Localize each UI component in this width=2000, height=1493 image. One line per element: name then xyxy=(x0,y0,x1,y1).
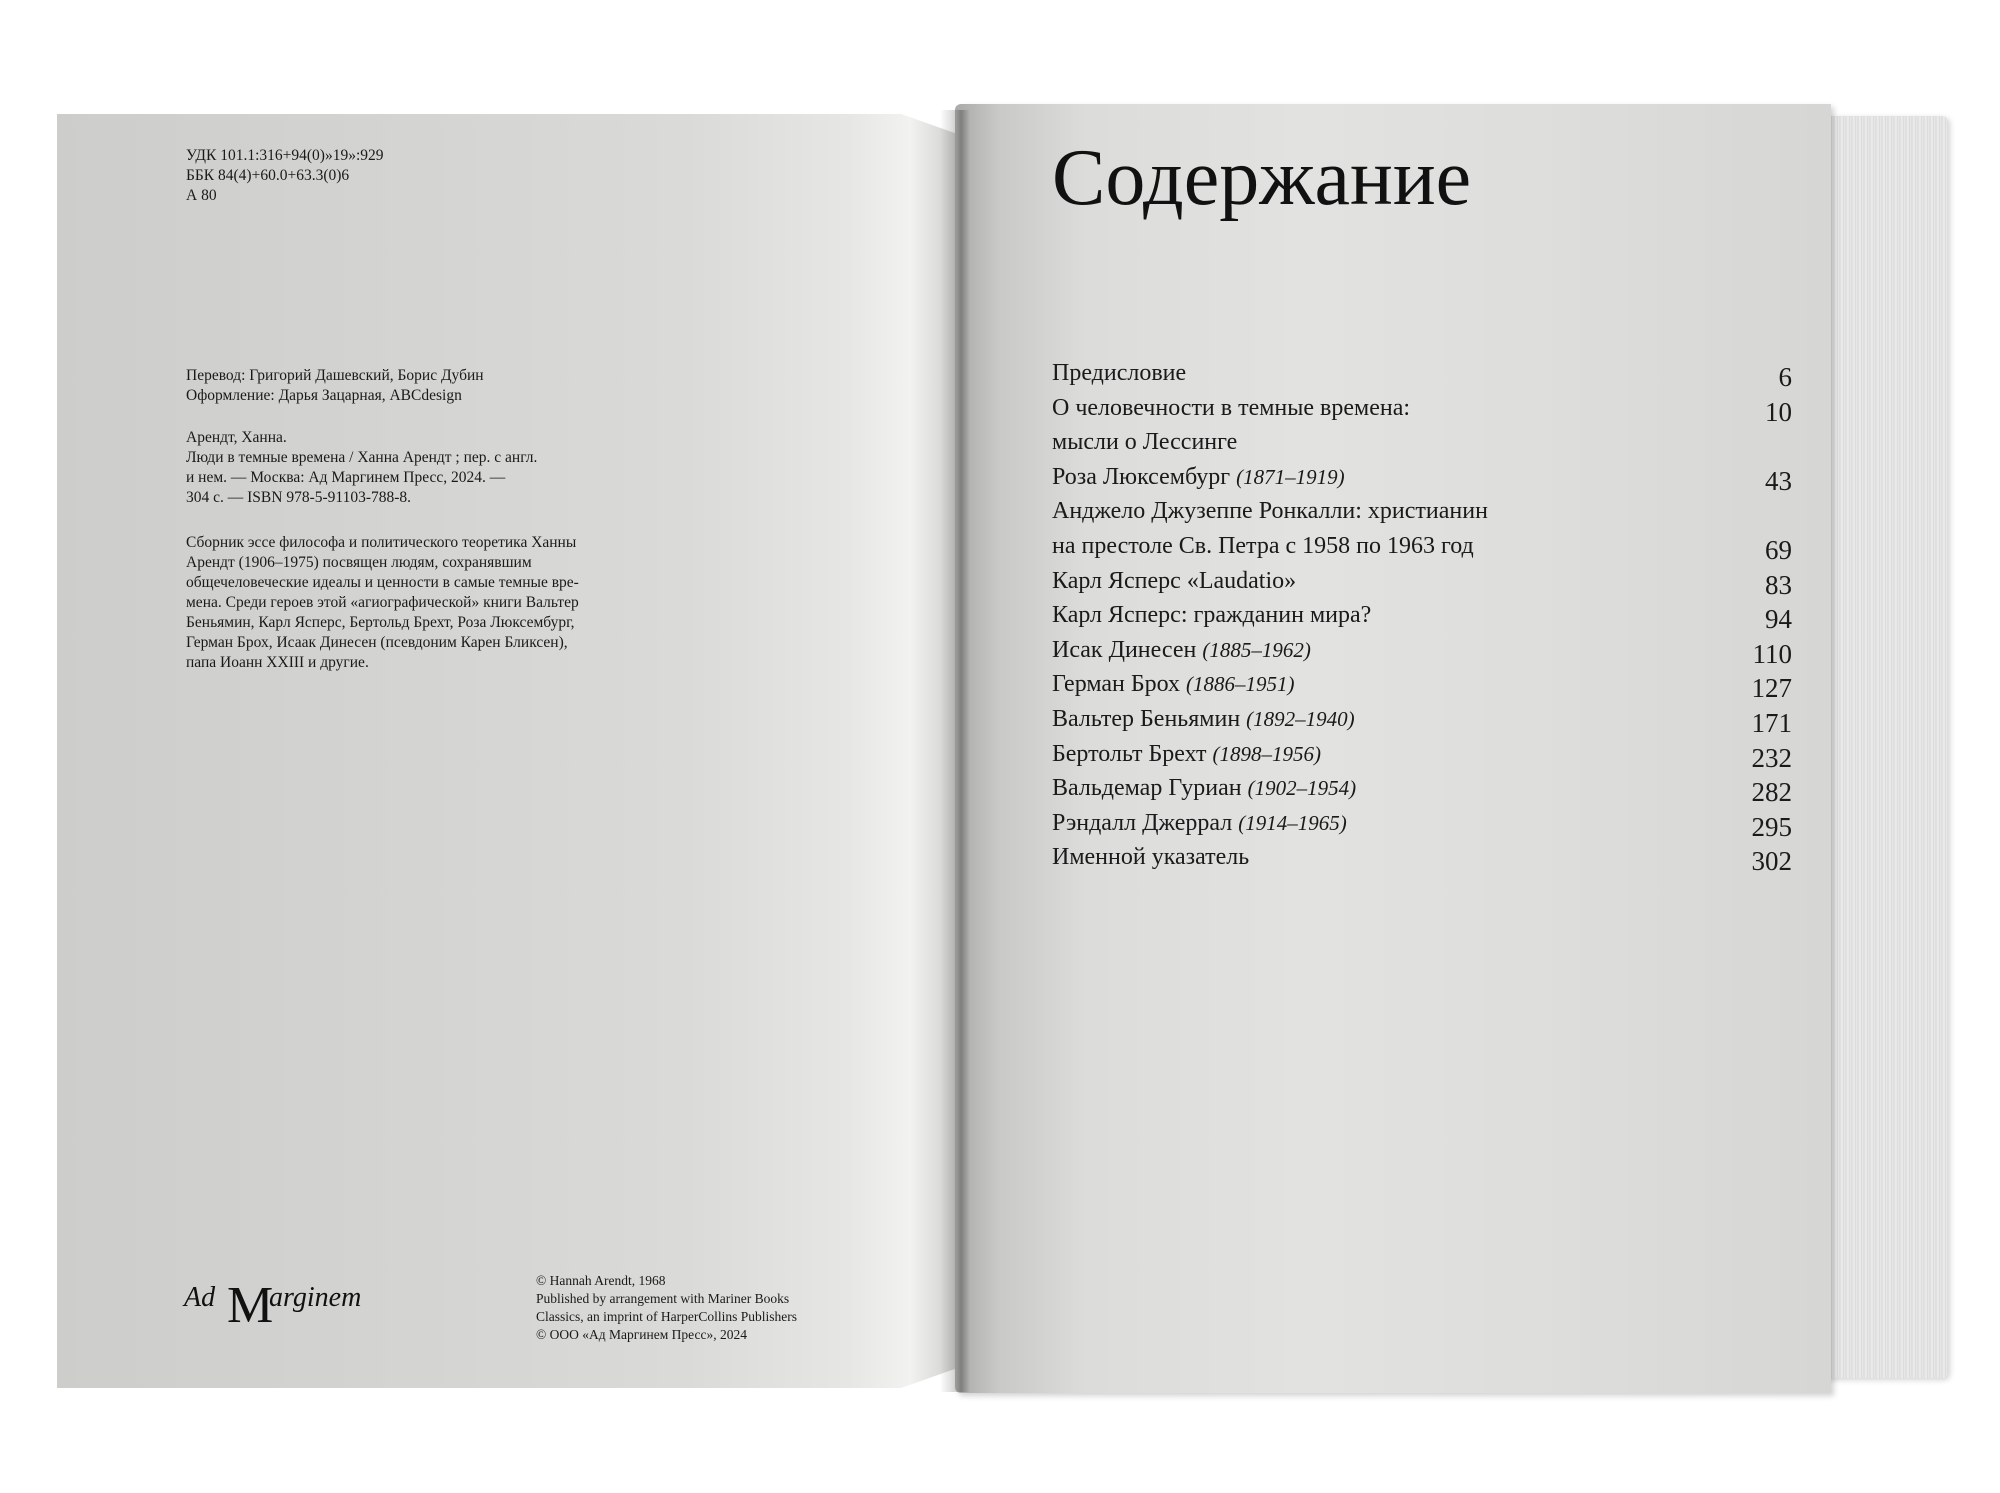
classification-codes xyxy=(186,146,384,206)
abstract-line: Сборник эссе философа и политического теоретика Ханны xyxy=(186,534,577,551)
copyright-line: © ООО «Ад Маргинем Пресс», 2024 xyxy=(536,1327,747,1342)
abstract-line: мена. Среди героев этой «агиографической» книги Вальтер xyxy=(186,594,579,611)
toc-page-number: 127 xyxy=(1751,673,1792,704)
toc-entry: Герман Брох (1886–1951) 127 xyxy=(1052,667,1792,702)
biblio-line: 304 с. — ISBN 978-5-91103-788-8. xyxy=(186,489,412,506)
toc-entry: Анджело Джузеппе Ронкалли: христианин xyxy=(1052,498,1488,525)
toc-entry: Роза Люксембург (1871–1919) 43 xyxy=(1052,460,1792,495)
abstract xyxy=(186,533,646,673)
toc-page-number: 83 xyxy=(1765,569,1792,600)
toc-page-number: 6 xyxy=(1778,362,1792,392)
toc-entry: О человечности в темные времена: 10 xyxy=(1052,391,1792,426)
toc-entry: на престоле Св. Петра с 1958 по 1963 год 69 xyxy=(1052,529,1792,564)
toc-entry: мысли о Лессинге xyxy=(1052,429,1238,456)
abstract-line: общечеловеческие идеалы и ценности в самые темные вре- xyxy=(186,574,579,591)
toc-page-number: 171 xyxy=(1751,707,1792,738)
toc-entry: Именной указатель 302 xyxy=(1052,840,1792,875)
abstract-line: Беньямин, Карл Ясперс, Бертольд Брехт, Роза Люксембург, xyxy=(186,614,575,631)
page-edges xyxy=(1820,116,1948,1378)
toc-entry: Вальтер Беньямин (1892–1940) 171 xyxy=(1052,702,1792,737)
toc-entry: Предисловие 6 xyxy=(1052,356,1792,391)
bbk-line: ББК 84(4)+60.0+63.3(0)6 xyxy=(186,167,350,184)
translators-line: Перевод: Григорий Дашевский, Борис Дубин xyxy=(186,367,484,384)
abstract-line: папа Иоанн XXIII и другие. xyxy=(186,654,369,671)
toc-entry: Рэндалл Джеррал (1914–1965) 295 xyxy=(1052,806,1792,841)
abstract-line: Герман Брох, Исаак Динесен (псевдоним Карен Бликсен), xyxy=(186,634,568,651)
toc-entry: Карл Ясперс: гражданин мира? 94 xyxy=(1052,598,1792,633)
left-page xyxy=(57,114,955,1388)
copyright-line: Published by arrangement with Mariner Books xyxy=(536,1291,790,1306)
udk-line: УДК 101.1:316+94(0)»19»:929 xyxy=(186,147,384,164)
copyright-line: © Hannah Arendt, 1968 xyxy=(536,1273,666,1288)
toc-entry: Карл Ясперс «Laudatio» 83 xyxy=(1052,564,1792,599)
toc-page-number: 302 xyxy=(1751,846,1792,877)
design-line: Оформление: Дарья Зацарная, ABCdesign xyxy=(186,387,462,404)
toc-page-number: 69 xyxy=(1765,534,1792,565)
toc-page-number: 282 xyxy=(1751,777,1792,808)
copyright-line: Classics, an imprint of HarperCollins Publishers xyxy=(536,1309,797,1324)
toc-page-number: 10 xyxy=(1765,396,1792,427)
copyright-notice xyxy=(536,1272,797,1344)
biblio-line: и нем. — Москва: Ад Маргинем Пресс, 2024. — xyxy=(186,469,506,486)
toc-page-number: 232 xyxy=(1751,742,1792,773)
toc-page-number: 94 xyxy=(1765,604,1792,635)
contents-title: Содержание xyxy=(1052,134,1472,222)
book-gutter xyxy=(940,110,970,1392)
toc-page-number: 295 xyxy=(1751,811,1792,842)
biblio-line: Арендт, Ханна. xyxy=(186,429,287,446)
publisher-logo: Ad M arginem xyxy=(184,1277,362,1334)
biblio-line: Люди в темные времена / Ханна Арендт ; пер. с англ. xyxy=(186,449,538,466)
bibliographic-record xyxy=(186,428,537,508)
toc-page-number: 110 xyxy=(1752,638,1792,669)
toc-page-number: 43 xyxy=(1765,465,1792,496)
toc-entry: Исак Динесен (1885–1962) 110 xyxy=(1052,633,1792,668)
author-sign-line: А 80 xyxy=(186,187,217,204)
toc-entry: Бертольт Брехт (1898–1956) 232 xyxy=(1052,737,1792,772)
table-of-contents xyxy=(1052,356,1792,875)
toc-entry: Вальдемар Гуриан (1902–1954) 282 xyxy=(1052,771,1792,806)
credits xyxy=(186,366,484,406)
abstract-line: Арендт (1906–1975) посвящен людям, сохранявшим xyxy=(186,554,532,571)
